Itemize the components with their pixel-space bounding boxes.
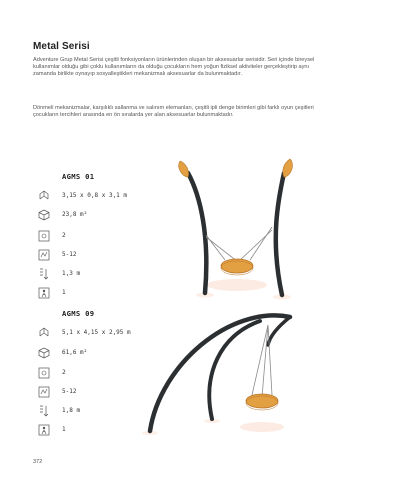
spec-user-capacity <box>37 229 66 242</box>
fall-height-icon <box>37 404 50 417</box>
installation-icon <box>37 286 50 299</box>
spec-area <box>37 208 87 221</box>
product-model-title: AGMS 01 <box>62 172 95 181</box>
product-illustration-agms-01 <box>160 155 320 305</box>
spec-dimensions <box>37 189 127 202</box>
dimensions-icon <box>37 189 50 202</box>
spec-fall-height <box>37 267 80 280</box>
installation-icon <box>37 423 50 436</box>
spec-value: 3,15 x 0,8 x 3,1 m <box>62 192 128 199</box>
page-number: 372 <box>33 459 43 465</box>
spec-installation <box>37 286 66 299</box>
spec-value: 1 <box>62 426 66 433</box>
spec-user-capacity <box>37 366 66 379</box>
spec-value: 5,1 x 4,15 x 2,95 m <box>62 329 131 336</box>
product-illustration-agms-09 <box>140 305 310 450</box>
age-range-icon <box>37 385 50 398</box>
spec-area <box>37 346 87 359</box>
spec-value: 23,8 m² <box>62 211 88 218</box>
intro-paragraph-2: Dönmeli mekanizmalar, karşılıklı sallanma ve salınım elemanları, çeşitli ipli denge birimleri gibi farklı oyun çeşitleri çocukların tercihleri arasında en ön sıralarda yer alan aksesuarlar bulunmaktadır. <box>33 105 314 119</box>
spec-value: 61,6 m² <box>62 349 88 356</box>
spec-value: 1 <box>62 289 66 296</box>
user-capacity-icon <box>37 366 50 379</box>
area-icon <box>37 208 50 221</box>
spec-value: 1,3 m <box>62 270 81 277</box>
spec-fall-height <box>37 404 80 417</box>
area-icon <box>37 346 50 359</box>
fall-height-icon <box>37 267 50 280</box>
spec-value: 2 <box>62 369 66 376</box>
section-title: Metal Serisi <box>33 41 90 52</box>
spec-age-range <box>37 248 76 261</box>
spec-value: 2 <box>62 232 66 239</box>
spec-dimensions <box>37 326 131 339</box>
age-range-icon <box>37 248 50 261</box>
spec-value: 1,8 m <box>62 407 81 414</box>
dimensions-icon <box>37 326 50 339</box>
product-model-title: AGMS 09 <box>62 309 95 318</box>
spec-value: 5-12 <box>62 251 77 258</box>
spec-age-range <box>37 385 76 398</box>
spec-value: 5-12 <box>62 388 77 395</box>
intro-paragraph-1: Adventure Grup Metal Serisi çeşitli fonksiyonların ürünlerinden oluşan bir aksesuarlar serisidir. Seri içinde bireysel kullanımlar olduğu gibi çoklu kullanımların da olduğu çocukların hem yoğun fiziksel aktiviteler gerçekleştirip aynı zamanda birlikte oynayıp sosyalleştikleri mekanizmalı aksesuarlar da bulunmaktadır. <box>33 57 315 78</box>
user-capacity-icon <box>37 229 50 242</box>
spec-installation <box>37 423 66 436</box>
